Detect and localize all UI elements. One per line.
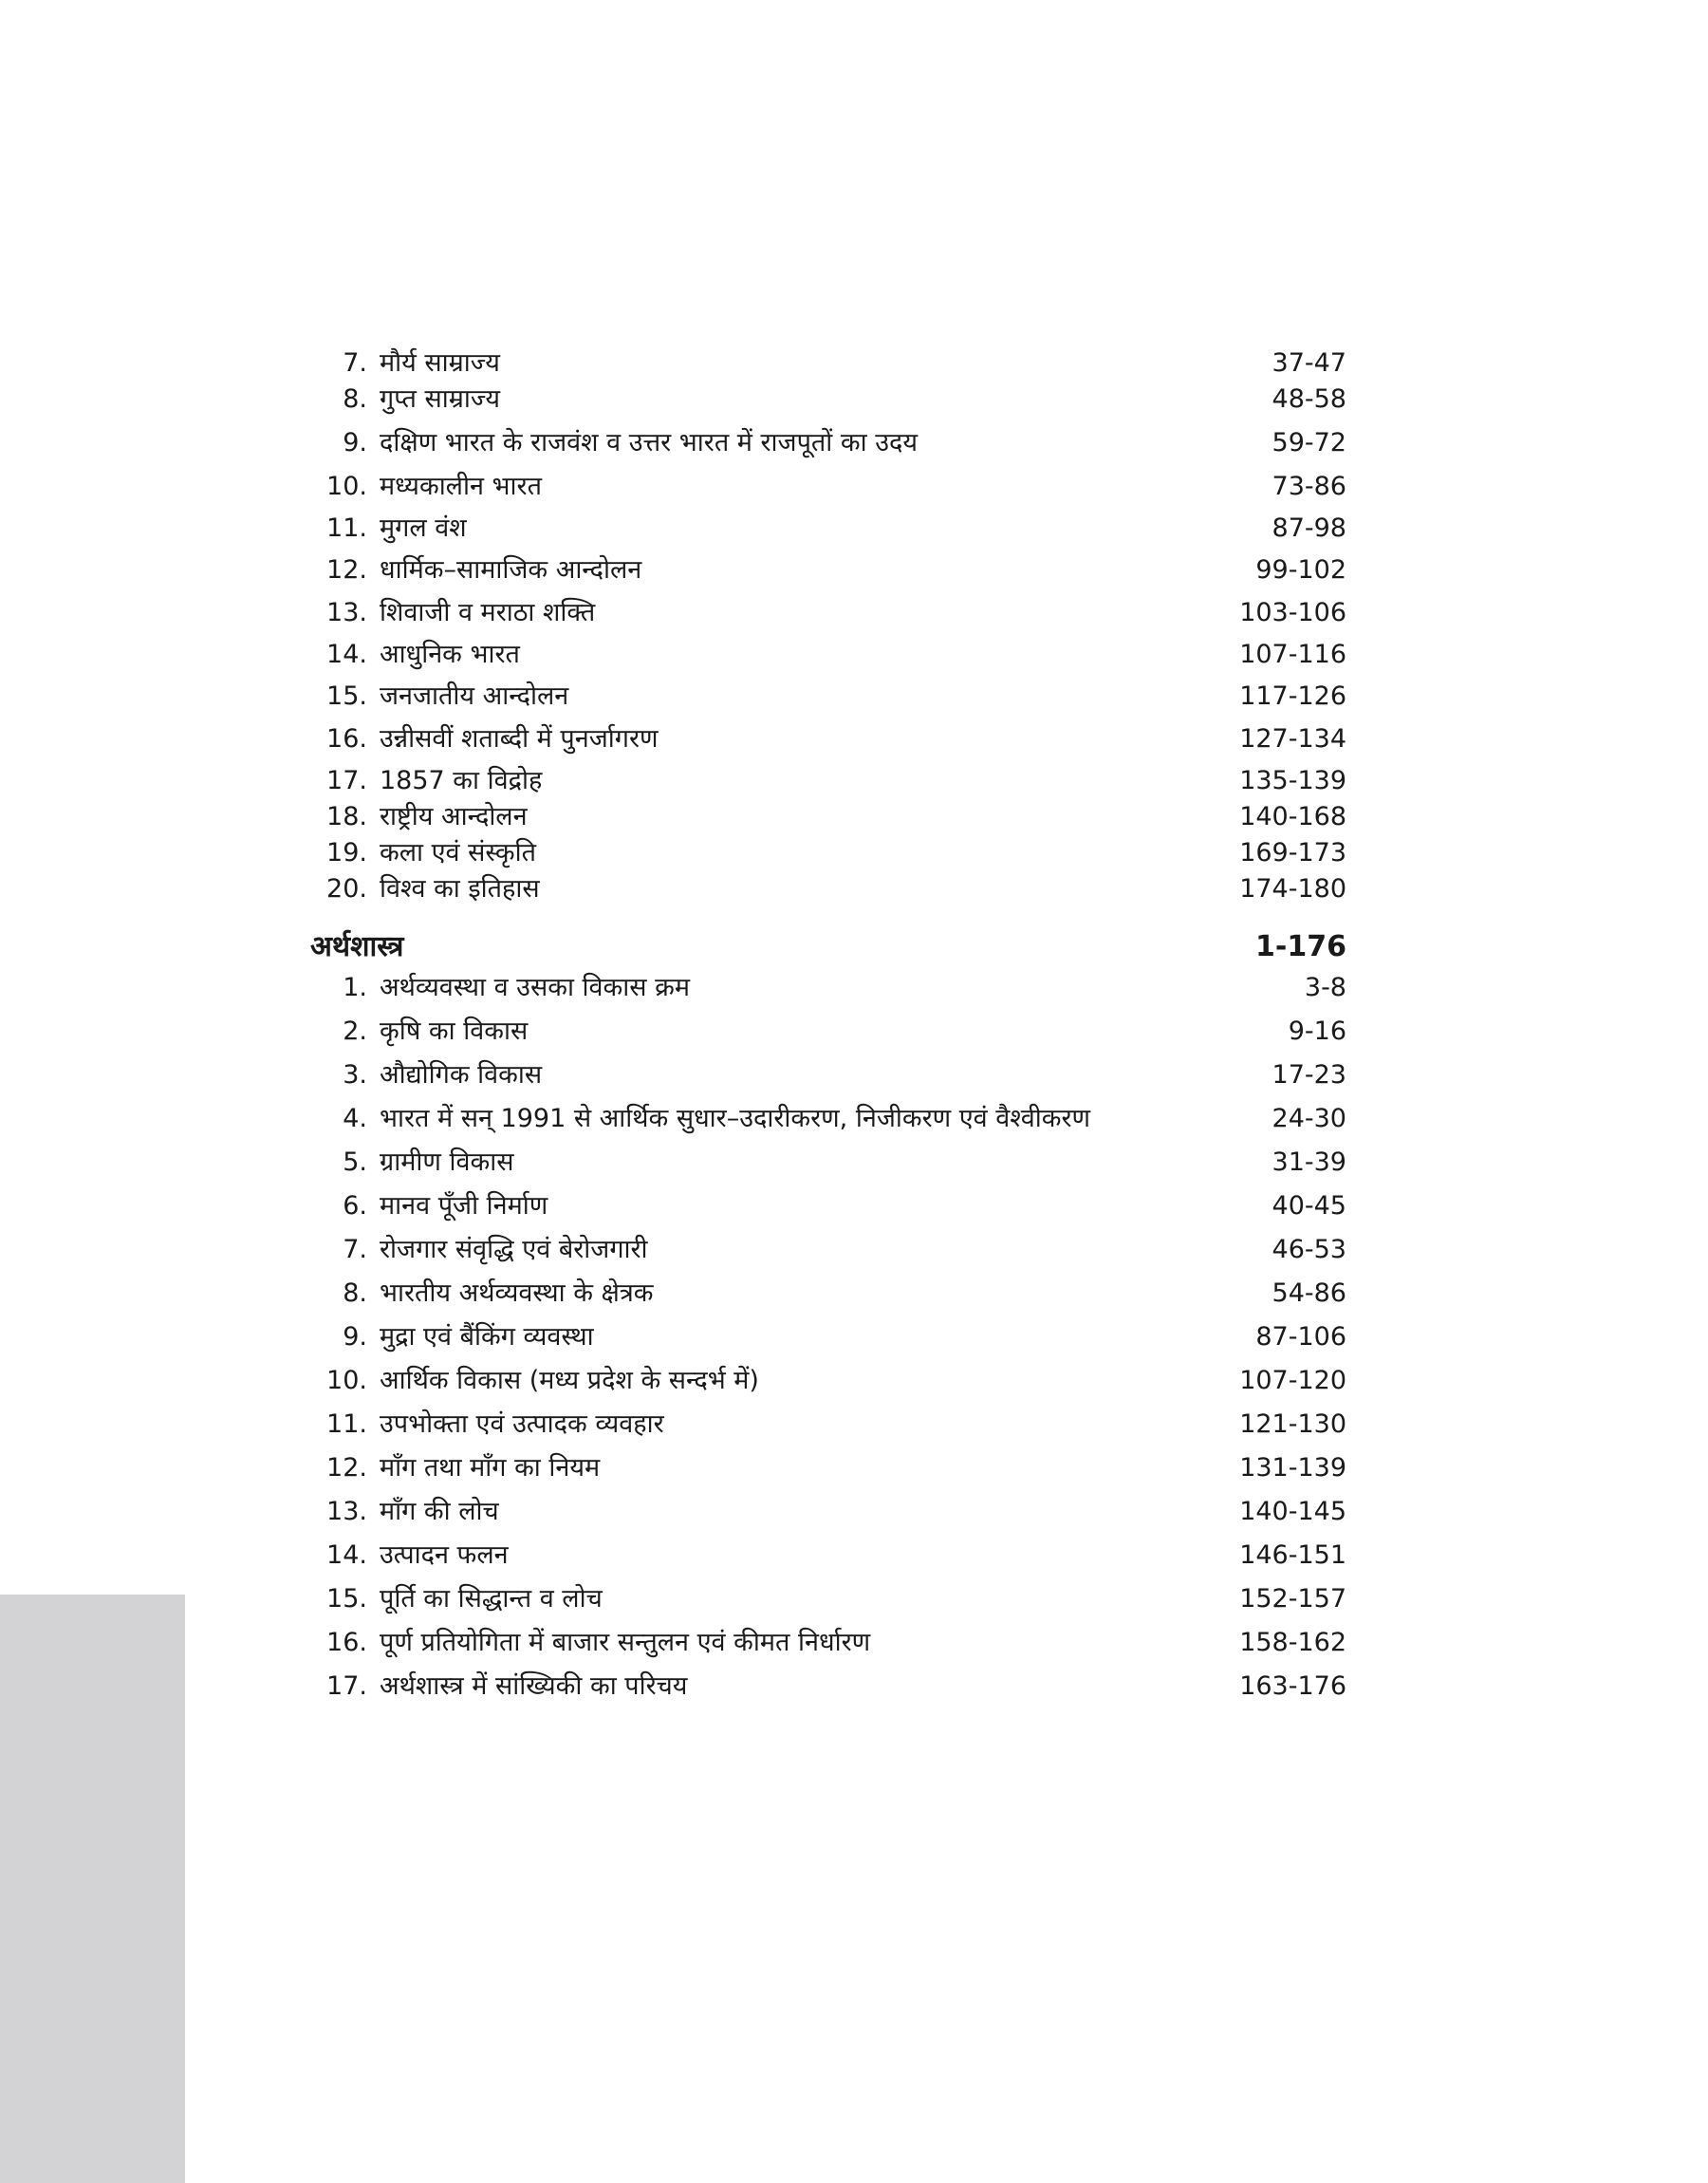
entry-number: 19. (326, 838, 367, 868)
entry-number: 10. (326, 1366, 367, 1395)
toc-entry (310, 870, 1346, 908)
entry-number: 17. (326, 766, 367, 795)
toc-entry (310, 1406, 1346, 1444)
entry-title: शिवाजी व मराठा शक्ति (380, 598, 596, 627)
entry-pages: 117-126 (1239, 681, 1346, 711)
toc-entry (310, 1362, 1346, 1400)
toc-entry (310, 345, 1346, 382)
entry-number: 5. (343, 1147, 367, 1177)
entry-number: 11. (326, 513, 367, 543)
toc-entry (310, 424, 1346, 462)
toc-entry (310, 969, 1346, 1007)
entry-pages: 24-30 (1272, 1104, 1346, 1133)
entry-pages: 140-168 (1239, 802, 1346, 831)
toc-entry (310, 381, 1346, 419)
entry-number: 16. (326, 1628, 367, 1657)
toc-entry (310, 1275, 1346, 1313)
entry-number: 2. (343, 1017, 367, 1046)
entry-title: मौर्य साम्राज्य (380, 348, 500, 378)
entry-pages: 87-98 (1272, 513, 1346, 543)
toc-entry (310, 636, 1346, 674)
toc-entry (310, 762, 1346, 800)
entry-title: औद्योगिक विकास (380, 1060, 543, 1090)
entry-title: दक्षिण भारत के राजवंश व उत्तर भारत में राजपूतों का उदय (380, 428, 918, 457)
toc-entry (310, 720, 1346, 758)
entry-number: 3. (343, 1060, 367, 1090)
entry-number: 7. (343, 1235, 367, 1264)
toc-entry (310, 1013, 1346, 1051)
entry-title: जनजातीय आन्दोलन (380, 681, 569, 711)
toc-entry (310, 1187, 1346, 1225)
entry-number: 11. (326, 1409, 367, 1439)
entry-title: उत्पादन फलन (380, 1540, 509, 1570)
entry-title: माँग तथा माँग का नियम (380, 1453, 601, 1483)
toc-entry (310, 551, 1346, 589)
entry-number: 17. (326, 1671, 367, 1701)
entry-number: 15. (326, 681, 367, 711)
entry-number: 20. (326, 874, 367, 904)
entry-pages: 3-8 (1304, 973, 1346, 1002)
entry-pages: 135-139 (1239, 766, 1346, 795)
entry-pages: 54-86 (1272, 1278, 1346, 1308)
entry-number: 14. (326, 1540, 367, 1570)
toc-entry (310, 1668, 1346, 1706)
entry-title: रोजगार संवृद्धि एवं बेरोजगारी (380, 1235, 648, 1264)
toc-entry (310, 1493, 1346, 1531)
entry-pages: 103-106 (1239, 598, 1346, 627)
entry-number: 14. (326, 640, 367, 669)
entry-title: उन्नीसवीं शताब्दी में पुनर्जागरण (380, 724, 659, 754)
entry-pages: 107-116 (1239, 640, 1346, 669)
toc-entry (310, 798, 1346, 836)
entry-title: मुद्रा एवं बैंकिंग व्यवस्था (380, 1322, 594, 1352)
entry-title: उपभोक्ता एवं उत्पादक व्यवहार (380, 1409, 664, 1439)
entry-number: 6. (343, 1191, 367, 1221)
entry-title: ग्रामीण विकास (380, 1147, 514, 1177)
entry-title: कृषि का विकास (380, 1017, 529, 1046)
entry-pages: 163-176 (1239, 1671, 1346, 1701)
section-title: अर्थशास्त्र (310, 930, 404, 963)
toc-entry (310, 510, 1346, 548)
toc-entry (310, 1537, 1346, 1575)
entry-pages: 121-130 (1239, 1409, 1346, 1439)
entry-number: 8. (343, 384, 367, 414)
entry-title: माँग की लोच (380, 1497, 499, 1526)
entry-title: अर्थव्यवस्था व उसका विकास क्रम (380, 973, 690, 1002)
entry-pages: 140-145 (1239, 1497, 1346, 1526)
toc-entry (310, 468, 1346, 506)
entry-pages: 174-180 (1239, 874, 1346, 904)
entry-pages: 73-86 (1272, 472, 1346, 501)
entry-pages: 169-173 (1239, 838, 1346, 868)
toc-entry (310, 834, 1346, 872)
entry-number: 4. (343, 1104, 367, 1133)
entry-number: 12. (326, 1453, 367, 1483)
entry-title: पूर्ण प्रतियोगिता में बाजार सन्तुलन एवं कीमत निर्धारण (380, 1628, 871, 1657)
entry-pages: 87-106 (1255, 1322, 1346, 1352)
entry-title: मध्यकालीन भारत (380, 472, 542, 501)
entry-title: गुप्त साम्राज्य (380, 384, 500, 414)
entry-pages: 127-134 (1239, 724, 1346, 754)
entry-pages: 59-72 (1272, 428, 1346, 457)
entry-title: आर्थिक विकास (मध्य प्रदेश के सन्दर्भ में) (380, 1366, 759, 1395)
entry-number: 16. (326, 724, 367, 754)
entry-number: 13. (326, 598, 367, 627)
entry-pages: 37-47 (1272, 348, 1346, 378)
section-pages: 1-176 (1255, 930, 1346, 963)
side-band-decoration (0, 1595, 185, 2183)
entry-pages: 158-162 (1239, 1628, 1346, 1657)
entry-number: 9. (343, 1322, 367, 1352)
entry-pages: 40-45 (1272, 1191, 1346, 1221)
entry-title: भारत में सन् 1991 से आर्थिक सुधार–उदारीकरण, निजीकरण एवं वैश्वीकरण (380, 1104, 1091, 1133)
entry-pages: 46-53 (1272, 1235, 1346, 1264)
entry-title: मुगल वंश (380, 513, 467, 543)
entry-pages: 48-58 (1272, 384, 1346, 414)
entry-pages: 17-23 (1272, 1060, 1346, 1090)
entry-pages: 146-151 (1239, 1540, 1346, 1570)
toc-entry (310, 1624, 1346, 1662)
entry-title: 1857 का विद्रोह (380, 766, 543, 795)
entry-title: पूर्ति का सिद्धान्त व लोच (380, 1584, 603, 1614)
entry-number: 13. (326, 1497, 367, 1526)
entry-title: मानव पूँजी निर्माण (380, 1191, 548, 1221)
entry-number: 12. (326, 555, 367, 585)
toc-entry (310, 1231, 1346, 1269)
entry-number: 1. (343, 973, 367, 1002)
entry-pages: 99-102 (1255, 555, 1346, 585)
entry-title: अर्थशास्त्र में सांख्यिकी का परिचय (380, 1671, 688, 1701)
entry-number: 15. (326, 1584, 367, 1614)
toc-entry (310, 1449, 1346, 1487)
toc-entry (310, 1100, 1346, 1138)
entry-number: 9. (343, 428, 367, 457)
entry-title: भारतीय अर्थव्यवस्था के क्षेत्रक (380, 1278, 654, 1308)
toc-entry (310, 1580, 1346, 1618)
entry-pages: 107-120 (1239, 1366, 1346, 1395)
entry-pages: 9-16 (1288, 1017, 1346, 1046)
entry-title: राष्ट्रीय आन्दोलन (380, 802, 528, 831)
toc-entry (310, 594, 1346, 632)
entry-pages: 131-139 (1239, 1453, 1346, 1483)
entry-number: 8. (343, 1278, 367, 1308)
entry-title: धार्मिक–सामाजिक आन्दोलन (380, 555, 642, 585)
entry-pages: 152-157 (1239, 1584, 1346, 1614)
toc-entry (310, 1056, 1346, 1094)
entry-number: 18. (326, 802, 367, 831)
toc-entry (310, 1318, 1346, 1356)
entry-number: 7. (343, 348, 367, 378)
section-heading (310, 926, 1346, 968)
entry-number: 10. (326, 472, 367, 501)
entry-title: विश्व का इतिहास (380, 874, 540, 904)
entry-pages: 31-39 (1272, 1147, 1346, 1177)
toc-entry (310, 1144, 1346, 1182)
entry-title: आधुनिक भारत (380, 640, 520, 669)
toc-entry (310, 678, 1346, 716)
entry-title: कला एवं संस्कृति (380, 838, 537, 868)
